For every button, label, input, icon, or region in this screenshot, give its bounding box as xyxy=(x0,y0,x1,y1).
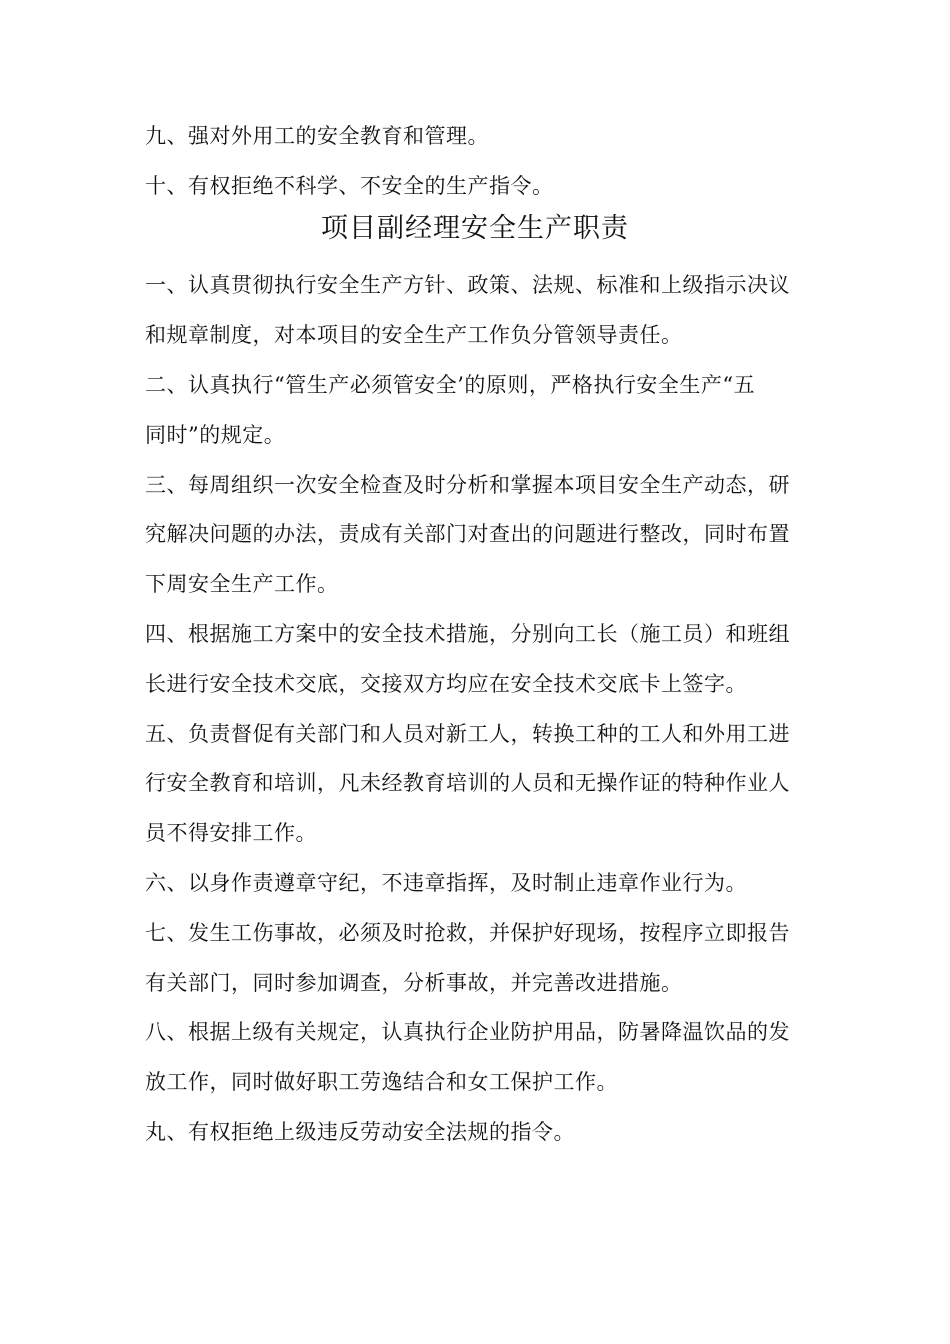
text-line-2: 和规章制度，对本项目的安全生产工作负分管领导责任。 xyxy=(145,323,683,347)
text-line-14: 七、发生工伤事故，必须及时抢救，并保护好现场，按程序立即报告 xyxy=(145,921,790,945)
text-line-8: 四、根据施工方案中的安全技术措施，分别向工长（施工员）和班组 xyxy=(145,622,790,646)
text-line-1: 一、认真贯彻执行安全生产方针、政策、法规、标准和上级指示决议 xyxy=(145,273,790,297)
text-line-4: 同时”的规定。 xyxy=(145,423,286,447)
prev-item-9: 九、强对外用工的安全教育和管理。 xyxy=(145,124,489,148)
text-line-10: 五、负责督促有关部门和人员对新工人，转换工种的工人和外用工进 xyxy=(145,722,790,746)
text-line-9: 长进行安全技术交底，交接双方均应在安全技术交底卡上签字。 xyxy=(145,672,747,696)
text-line-3: 二、认真执行“管生产必须管安全’的原则，严格执行安全生产“五 xyxy=(145,373,756,397)
text-line-15: 有关部门，同时参加调查，分析事故，并完善改进措施。 xyxy=(145,971,683,995)
text-line-16: 八、根据上级有关规定，认真执行企业防护用品，防暑降温饮品的发 xyxy=(145,1020,790,1044)
text-line-11: 行安全教育和培训，凡未经教育培训的人员和无操作证的特种作业人 xyxy=(145,771,790,795)
text-line-6: 究解决问题的办法，责成有关部门对查出的问题进行整改，同时布置 xyxy=(145,522,790,546)
section-title: 项目副经理安全生产职责 xyxy=(321,213,629,244)
text-line-5: 三、每周组织一次安全检查及时分析和掌握本项目安全生产动态，研 xyxy=(145,473,790,497)
text-line-12: 员不得安排工作。 xyxy=(145,821,317,845)
text-line-18: 丸、有权拒绝上级违反劳动安全法规的指令。 xyxy=(145,1120,575,1144)
text-line-17: 放工作，同时做好职工劳逸结合和女工保护工作。 xyxy=(145,1070,618,1094)
text-line-7: 下周安全生产工作。 xyxy=(145,572,339,596)
prev-item-10: 十、有权拒绝不科学、不安全的生产指令。 xyxy=(145,174,554,198)
text-line-13: 六、以身作责遵章守纪，不违章指挥，及时制止违章作业行为。 xyxy=(145,871,747,895)
